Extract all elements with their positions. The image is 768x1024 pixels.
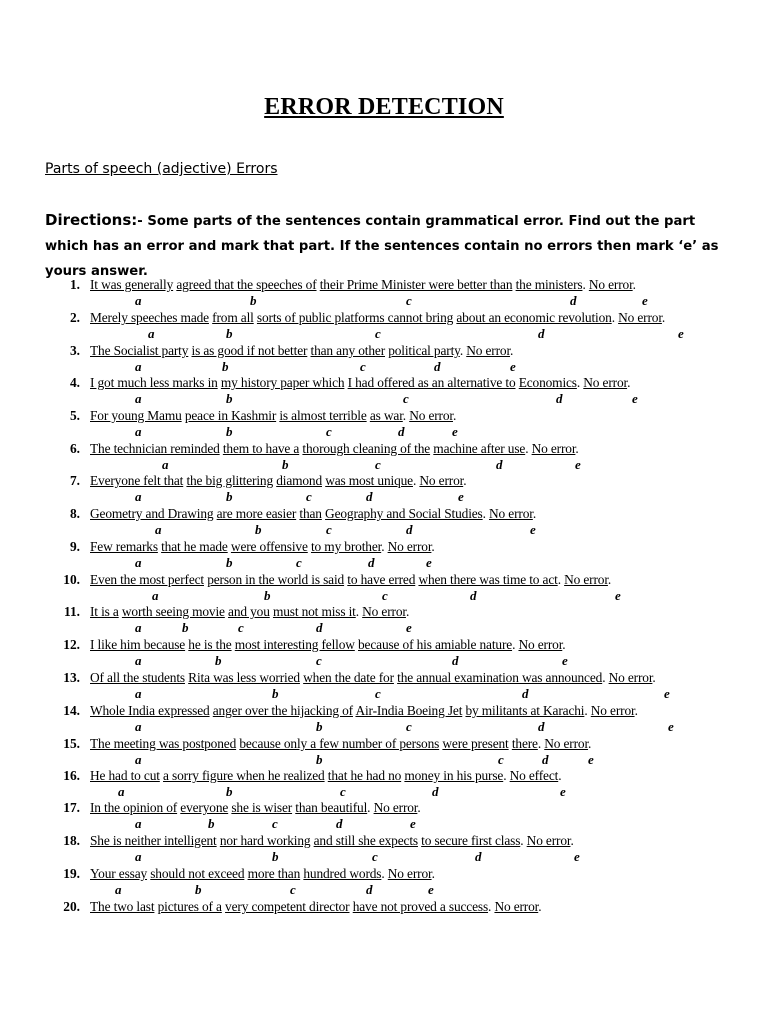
answer-label-b: b [226, 489, 233, 504]
answer-label-b: b [226, 326, 233, 341]
question-number: 10. [63, 572, 80, 587]
sentence-part-a: Whole India expressed [90, 703, 210, 718]
answer-label-a: a [115, 882, 122, 897]
answer-label-d: d [496, 457, 503, 472]
answer-label-e: e [562, 653, 568, 668]
answer-label-e: e [510, 359, 516, 374]
sentence-part-c: were offensive [230, 539, 308, 554]
answer-label-c: c [360, 359, 366, 374]
question-sentence: Whole India expressed anger over the hijacking of Air-India Boeing Jet by militants at Karachi. No error. [90, 703, 638, 718]
answer-label-b: b [316, 719, 323, 734]
sentence-part-c: thorough cleaning of the [302, 441, 431, 456]
sentence-part-d: because of his amiable nature [358, 637, 513, 652]
answer-label-d: d [538, 326, 545, 341]
answer-label-e: e [574, 849, 580, 864]
question-number: 17. [63, 800, 80, 815]
answer-label-e: e [530, 522, 536, 537]
sentence-part-c: that he had no [327, 768, 402, 783]
answer-label-d: d [434, 359, 441, 374]
question-number: 7. [69, 473, 80, 488]
sentence-part-d: political party [388, 343, 460, 358]
answer-label-b: b [208, 816, 215, 831]
sentence-part-a: In the opinion of [90, 800, 178, 815]
question-number: 18. [63, 833, 80, 848]
sentence-part-a: The meeting was postponed [90, 736, 237, 751]
answer-label-c: c [296, 555, 302, 570]
answer-label-a: a [118, 784, 125, 799]
answer-label-a: a [135, 555, 142, 570]
question-number: 8. [69, 506, 80, 521]
question-sentence: She is neither intelligent nor hard working and still she expects to secure first class. No error. [90, 833, 574, 848]
answer-label-e: e [664, 686, 670, 701]
question-sentence: The meeting was postponed because only a few number of persons were present there. No error. [90, 736, 592, 751]
sentence-part-e: No error [564, 572, 608, 587]
question-sentence: Even the most perfect person in the world is said to have erred when there was time to act. No error. [90, 572, 612, 587]
sentence-part-c: she is wiser [231, 800, 293, 815]
answer-label-c: c [372, 849, 378, 864]
sentence-part-b: agreed that the speeches of [176, 277, 317, 292]
sentence-part-e: No error [608, 670, 653, 685]
sentence-part-c: than [299, 506, 322, 521]
sentence-part-b: nor hard working [219, 833, 311, 848]
sentence-part-a: It was generally [90, 277, 174, 292]
answer-label-b: b [255, 522, 262, 537]
answer-label-e: e [575, 457, 581, 472]
answer-label-b: b [250, 293, 257, 308]
sentence-part-a: Merely speeches made [90, 310, 209, 325]
sentence-part-b: is as good if not better [191, 343, 308, 358]
sentence-part-d: to my brother [310, 539, 382, 554]
answer-label-c: c [375, 457, 381, 472]
answer-label-a: a [135, 752, 142, 767]
answer-label-c: c [238, 620, 244, 635]
sentence-part-b: he is the [188, 637, 232, 652]
answer-label-a: a [135, 293, 142, 308]
question-sentence: Everyone felt that the big glittering diamond was most unique. No error. [90, 473, 467, 488]
sentence-part-d: by militants at Karachi [465, 703, 585, 718]
sentence-part-e: No effect [509, 768, 559, 783]
sentence-part-c: very competent director [225, 899, 350, 914]
sentence-part-e: No error [544, 736, 589, 751]
sentence-part-c: diamond [276, 473, 323, 488]
answer-label-e: e [560, 784, 566, 799]
answer-label-c: c [403, 391, 409, 406]
answer-label-a: a [155, 522, 162, 537]
question-sentence: It was generally agreed that the speeches of their Prime Minister were better than the ministers. No error. [90, 277, 636, 292]
sentence-part-e: No error [409, 408, 453, 423]
sentence-part-a: She is neither intelligent [90, 833, 217, 848]
answer-label-d: d [336, 816, 343, 831]
sentence-part-e: No error [588, 277, 633, 292]
question-number: 16. [63, 768, 80, 783]
sentence-part-e: No error [489, 506, 533, 521]
answer-label-d: d [475, 849, 482, 864]
sentence-part-e: No error [531, 441, 576, 456]
answer-label-e: e [458, 489, 464, 504]
answer-label-e: e [410, 816, 416, 831]
answer-label-d: d [398, 424, 405, 439]
answer-label-e: e [668, 719, 674, 734]
sentence-part-b: anger over the hijacking of [212, 703, 353, 718]
answer-label-b: b [272, 849, 279, 864]
answer-label-a: a [135, 653, 142, 668]
answer-label-a: a [135, 719, 142, 734]
answer-label-b: b [226, 391, 233, 406]
question-sentence: I got much less marks in my history paper which I had offered as an alternative to Economics. No error. [90, 375, 631, 390]
question-sentence: In the opinion of everyone she is wiser than beautiful. No error. [90, 800, 421, 815]
directions-text: - Some parts of the sentences contain grammatical error. Find out the part which has an error and mark that part. If the sentences contain no errors then mark ‘e’ as yours answer. [45, 214, 719, 279]
answer-label-d: d [542, 752, 549, 767]
sentence-part-a: The technician reminded [90, 441, 220, 456]
sentence-part-e: No error [362, 604, 406, 619]
question-sentence: For young Mamu peace in Kashmir is almost terrible as war. No error. [90, 408, 457, 423]
answer-label-c: c [375, 326, 381, 341]
question-sentence: The technician reminded them to have a thorough cleaning of the machine after use. No error. [90, 441, 579, 456]
question-number: 12. [63, 637, 80, 652]
answer-label-a: a [135, 359, 142, 374]
sentence-part-a: Your essay [90, 866, 148, 881]
sentence-part-d: about an economic revolution [456, 310, 612, 325]
sentence-part-d: there [511, 736, 538, 751]
answer-label-d: d [366, 882, 373, 897]
sentence-part-e: No error [373, 800, 418, 815]
answer-label-c: c [340, 784, 346, 799]
question-number: 2. [69, 310, 80, 325]
answer-label-a: a [135, 686, 142, 701]
sentence-part-d: when there was time to act [418, 572, 558, 587]
sentence-part-d: than beautiful [295, 800, 368, 815]
sentence-part-b: because only a few number of persons [239, 736, 440, 751]
sentence-part-c: when the date for [303, 670, 394, 685]
sentence-part-c: most interesting fellow [234, 637, 355, 652]
answer-label-c: c [306, 489, 312, 504]
answer-label-d: d [432, 784, 439, 799]
answer-label-c: c [375, 686, 381, 701]
answer-label-b: b [195, 882, 202, 897]
answer-label-e: e [632, 391, 638, 406]
sentence-part-d: money in his purse [404, 768, 504, 783]
sentence-part-a: It is a [90, 604, 119, 619]
sentence-part-b: are more easier [216, 506, 297, 521]
sentence-part-d: to secure first class [421, 833, 521, 848]
answer-label-c: c [272, 816, 278, 831]
sentence-part-d: must not miss it [272, 604, 356, 619]
sentence-part-b: Rita was less worried [188, 670, 300, 685]
question-number: 15. [63, 736, 80, 751]
answer-label-b: b [316, 752, 323, 767]
sentence-part-c: their Prime Minister were better than [319, 277, 513, 292]
answer-label-b: b [226, 784, 233, 799]
sentence-part-c: than any other [310, 343, 385, 358]
sentence-part-b: everyone [180, 800, 229, 815]
sentence-part-d: hundred words [303, 866, 382, 881]
answer-label-a: a [162, 457, 169, 472]
question-number: 13. [63, 670, 80, 685]
question-sentence: Few remarks that he made were offensive to my brother. No error. [90, 539, 435, 554]
sentence-part-b: person in the world is said [207, 572, 345, 587]
question-number: 14. [63, 703, 80, 718]
question-number: 3. [69, 343, 80, 358]
sentence-part-c: more than [247, 866, 301, 881]
sentence-part-b: pictures of a [157, 899, 222, 914]
sentence-part-d: Economics [518, 375, 577, 390]
sentence-part-c: sorts of public platforms cannot bring [256, 310, 454, 325]
answer-label-b: b [264, 588, 271, 603]
sentence-part-a: For young Mamu [90, 408, 182, 423]
answer-label-c: c [406, 293, 412, 308]
sentence-part-d: as war [369, 408, 403, 423]
answer-label-d: d [522, 686, 529, 701]
sentence-part-c: and you [228, 604, 270, 619]
question-number: 4. [69, 375, 80, 390]
sentence-part-b: the big glittering [186, 473, 273, 488]
answer-label-e: e [426, 555, 432, 570]
answer-label-d: d [556, 391, 563, 406]
sentence-part-c: is almost terrible [279, 408, 367, 423]
sentence-part-c: to have erred [347, 572, 416, 587]
sentence-part-c: were present [442, 736, 509, 751]
sentence-part-a: Few remarks [90, 539, 158, 554]
answer-label-d: d [470, 588, 477, 603]
question-number: 5. [69, 408, 80, 423]
sentence-part-d: was most unique [325, 473, 413, 488]
sentence-part-a: Geometry and Drawing [90, 506, 214, 521]
answer-label-d: d [570, 293, 577, 308]
sentence-part-b: worth seeing movie [121, 604, 225, 619]
sentence-part-b: that he made [161, 539, 228, 554]
answer-label-d: d [452, 653, 459, 668]
sentence-part-a: I like him because [90, 637, 186, 652]
sentence-part-a: I got much less marks in [90, 375, 218, 390]
sentence-part-b: should not exceed [150, 866, 245, 881]
sentence-part-e: No error [590, 703, 635, 718]
sentence-part-b: peace in Kashmir [184, 408, 277, 423]
sentence-part-b: a sorry figure when he realized [163, 768, 325, 783]
sentence-part-a: He had to cut [90, 768, 160, 783]
answer-label-d: d [538, 719, 545, 734]
question-sentence: It is a worth seeing movie and you must not miss it. No error. [90, 604, 410, 619]
answer-label-b: b [272, 686, 279, 701]
answer-label-a: a [135, 424, 142, 439]
sentence-part-e: No error [387, 539, 432, 554]
sentence-part-e: No error [466, 343, 511, 358]
answer-label-b: b [182, 620, 189, 635]
sentence-part-a: Of all the students [90, 670, 185, 685]
answer-label-d: d [316, 620, 323, 635]
sentence-part-e: No error [494, 899, 539, 914]
answer-label-e: e [406, 620, 412, 635]
answer-label-d: d [368, 555, 375, 570]
sentence-part-b: them to have a [222, 441, 300, 456]
answer-label-e: e [642, 293, 648, 308]
sentence-part-e: No error [518, 637, 563, 652]
question-sentence: Of all the students Rita was less worried when the date for the annual examination was announced. No error. [90, 670, 656, 685]
question-sentence: The two last pictures of a very competent director have not proved a success. No error. [90, 899, 542, 914]
question-sentence: Your essay should not exceed more than hundred words. No error. [90, 866, 435, 881]
answer-label-e: e [452, 424, 458, 439]
sentence-part-d: the ministers [515, 277, 583, 292]
answer-label-c: c [498, 752, 504, 767]
directions-paragraph [45, 208, 735, 284]
answer-label-a: a [152, 588, 159, 603]
sentence-part-e: No error [387, 866, 432, 881]
answer-label-b: b [222, 359, 229, 374]
sentence-part-a: Even the most perfect [90, 572, 204, 587]
sentence-part-d: machine after use [433, 441, 526, 456]
sentence-part-c: and still she expects [313, 833, 418, 848]
sentence-part-c: I had offered as an alternative to [347, 375, 516, 390]
answer-label-a: a [135, 489, 142, 504]
question-number: 20. [63, 899, 80, 914]
answer-label-c: c [290, 882, 296, 897]
section-subtitle: Parts of speech (adjective) Errors [45, 161, 278, 177]
sentence-part-b: from all [212, 310, 254, 325]
answer-label-e: e [678, 326, 684, 341]
question-sentence: Geometry and Drawing are more easier than Geography and Social Studies. No error. [90, 506, 537, 521]
answer-label-d: d [366, 489, 373, 504]
question-sentence: Merely speeches made from all sorts of public platforms cannot bring about an economic revolution. No error. [90, 310, 666, 325]
answer-label-a: a [135, 391, 142, 406]
answer-label-a: a [135, 816, 142, 831]
answer-label-b: b [282, 457, 289, 472]
answer-label-b: b [226, 555, 233, 570]
answer-label-d: d [406, 522, 413, 537]
answer-label-c: c [406, 719, 412, 734]
answer-label-c: c [316, 653, 322, 668]
question-sentence: The Socialist party is as good if not better than any other political party. No error. [90, 343, 514, 358]
sentence-part-a: The two last [90, 899, 155, 914]
question-number: 19. [63, 866, 80, 881]
page-title: ERROR DETECTION [264, 94, 504, 120]
question-sentence: He had to cut a sorry figure when he realized that he had no money in his purse. No effect. [90, 768, 562, 783]
answer-label-b: b [215, 653, 222, 668]
question-number: 6. [69, 441, 80, 456]
answer-label-e: e [588, 752, 594, 767]
answer-label-c: c [326, 522, 332, 537]
question-sentence: I like him because he is the most interesting fellow because of his amiable nature. No error. [90, 637, 566, 652]
sentence-part-d: have not proved a success [352, 899, 489, 914]
sentence-part-d: the annual examination was announced [397, 670, 603, 685]
question-number: 1. [69, 277, 80, 292]
question-number: 11. [64, 604, 80, 619]
sentence-part-a: The Socialist party [90, 343, 189, 358]
sentence-part-e: No error [583, 375, 628, 390]
answer-label-b: b [226, 424, 233, 439]
answer-label-e: e [428, 882, 434, 897]
sentence-part-e: No error [419, 473, 464, 488]
sentence-part-e: No error [618, 310, 662, 325]
answer-label-e: e [615, 588, 621, 603]
answer-label-a: a [135, 620, 142, 635]
sentence-part-d: Geography and Social Studies [325, 506, 483, 521]
question-number: 9. [69, 539, 80, 554]
sentence-part-c: Air-India Boeing Jet [355, 703, 463, 718]
answer-label-a: a [135, 849, 142, 864]
answer-label-c: c [382, 588, 388, 603]
sentence-part-e: No error [526, 833, 571, 848]
answer-label-c: c [326, 424, 332, 439]
sentence-part-b: my history paper which [220, 375, 345, 390]
sentence-part-a: Everyone felt that [90, 473, 184, 488]
directions-label: Directions: [45, 211, 138, 229]
answer-label-a: a [148, 326, 155, 341]
